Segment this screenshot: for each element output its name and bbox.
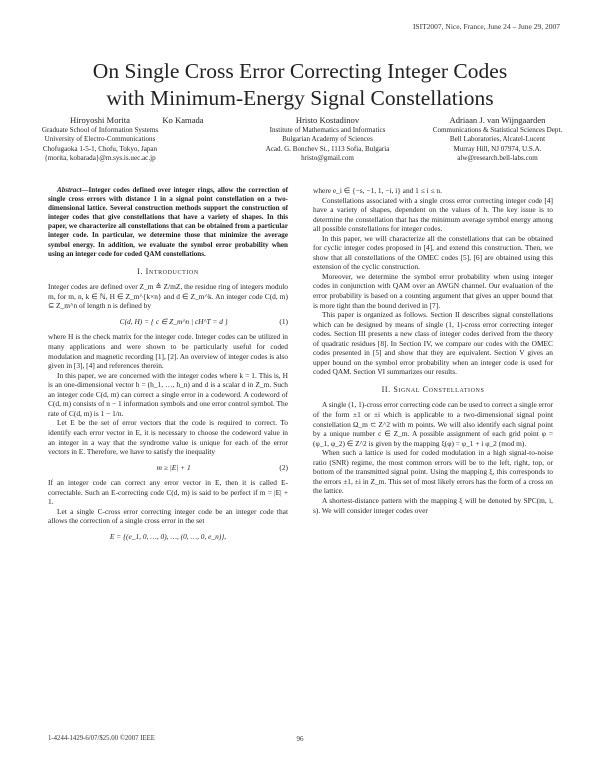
author-affiliation: University of Electro-Communications (44, 135, 156, 144)
left-column (48, 186, 288, 547)
equation-3 (48, 532, 288, 542)
equation-body: m ≥ |E| + 1 (156, 462, 191, 472)
author-kostadinov (255, 115, 400, 164)
author-name: Hristo Kostadinov (295, 115, 360, 125)
abstract (48, 186, 288, 259)
paragraph: In this paper, we will characterize all the constellations that can be obtained for cyclic integer codes proposed in [4], and extend this construction. Then, we show that all constellations of the OMEC codes [5], [6] are obtained using this extension of the cyclic construction. (313, 233, 553, 272)
equation-body: C(d, H) = { c ∈ Z_m^n | cH^T = d } (119, 316, 228, 326)
paragraph: Constellations associated with a single cross error correcting integer code [4] have a variety of shapes, dependent on the values of h. The key issue is to determine the constellation that has the minimum average symbol energy among all possible constellations for integer codes. (313, 195, 553, 234)
author-name: Adriaan J. van Wijngaarden (449, 115, 546, 125)
paragraph: This paper is organized as follows. Section II describes signal constellations which can be designed by means of single (1, 1)-cross error correcting integer codes. Section III presents a new class of integer codes derived from the theory of quadratic residues [8]. In Section IV, we compare our codes with the OMEC codes presented in [5] and show that they are equivalent. Section V gives an upper bound on the symbol error probability when an integer code is used for coded QAM. Section VI summarizes our results. (313, 310, 553, 377)
paper-title (40, 58, 560, 112)
author-block (30, 115, 570, 175)
equation-number: (2) (279, 462, 288, 472)
author-email: {morita, kobarada}@m.sys.is.uec.ac.jp (44, 154, 156, 163)
author-van-wijngaarden (425, 115, 570, 164)
author-affiliation: Communications & Statistical Sciences Dept. (432, 126, 563, 134)
paragraph: When such a lattice is used for coded modulation in a high signal-to-noise ratio (SNR) regime, the most common errors will be to the left, right, top, or bottom of the transmitted signal point. Using the mapping ξ, this corresponds to the errors ±1, ±i in Z_m. This set of most likely errors has the form of a cross on the lattice. (313, 448, 553, 496)
paragraph: A shortest-distance pattern with the mapping ξ will be denoted by SPC(m, i, s). We will consider integer codes over (313, 495, 553, 515)
paragraph: where e_i ∈ {−s, −1, 1, −i, i} and 1 ≤ i ≤ n. (313, 186, 442, 195)
paragraph: where H is the check matrix for the integer code. Integer codes can be utilized in many applications and were shown to be particularly useful for coded modulation and magnetic recording [1], [2]. An overview of integer codes is also given in [3], [4] and references therein. (48, 332, 288, 371)
paragraph: Moreover, we determine the symbol error probability when using integer codes in conjunction with QAM over an AWGN channel. Our evaluation of the error probability is based on a counting argument that gives an upper bound that is more tight than the bound derived in [7]. (313, 271, 553, 310)
author-kamada (138, 115, 228, 126)
copyright-footer: 1-4244-1429-6/07/$25.00 ©2007 IEEE (48, 735, 155, 742)
author-name: Hiroyoshi Morita (70, 115, 130, 125)
equation-number: (1) (279, 316, 288, 326)
author-affiliation: Bell Laboratories, Alcatel-Lucent (449, 135, 546, 144)
title-line-2: with Minimum-Energy Signal Constellations (106, 86, 494, 110)
section-heading-introduction: I. Introduction (137, 266, 199, 276)
author-affiliation: Graduate School of Information Systems (41, 126, 159, 134)
author-email: hristo@gmail.com (301, 154, 354, 163)
paragraph: In this paper, we are concerned with the integer codes where k = 1. This is, H is an one-dimensional vector h = (h_1, …, h_n) and d is a scalar d in Z_m. Such an integer code C(d, m) can correct a single error in a codeword. A codeword of C(d, m) consists of n − 1 information symbols and one error control symbol. The rate of C(d, m) is 1 − 1/n. (48, 370, 288, 418)
paragraph: Integer codes are defined over Z_m ≜ Z/mZ, the residue ring of integers modulo m, for m, n, k ∈ ℕ, H ∈ Z_m^{k×n} and d ∈ Z_m^k. An integer code C(d, m) ⊆ Z_m^n of length n is defined by (48, 282, 288, 311)
author-affiliation: Institute of Mathematics and Informatics (269, 126, 386, 134)
abstract-text: Integer codes defined over integer rings, allow the correction of single cross errors with distance 1 in a signal point constellation on a two-dimensional lattice. Several construction methods support the construction of integer codes that give constellations that have a variety of shapes. In this paper, we characterize all constellations that can be obtained from a particular integer code. In particular, we determine those that minimize the average symbol energy. In addition, we evaluate the symbol error probability when using an integer code for coded QAM constellations. (48, 186, 288, 258)
title-line-1: On Single Cross Error Correcting Integer Codes (92, 59, 508, 83)
paragraph: Let a single C-cross error correcting integer code be an integer code that allows the correction of a single cross error in the set (48, 506, 288, 526)
paragraph: A single (1, 1)-cross error correcting code can be used to correct a single error of the form ±1 or ±i which is applicable to a two-dimensional signal point constellation Ω_m ⊂ Z^2 with m points. We will also identify each signal point by a unique number c ∈ Z_m. A possible assignment of each grid point φ = (φ_1, φ_2) ∈ Z^2 is given by the mapping ξ(φ) = φ_1 + i φ_2 (mod m). (313, 400, 553, 448)
author-name: Ko Kamada (162, 115, 204, 125)
author-affiliation: Chofugaoka 1-5-1, Chofu, Tokyo, Japan (42, 144, 158, 153)
right-column (313, 186, 553, 515)
author-affiliation: Acad. G. Bonchev St., 1113 Sofia, Bulgaria (265, 144, 390, 153)
abstract-lead: Abstract— (57, 186, 89, 194)
conference-header: ISIT2007, Nice, France, June 24 – June 29, 2007 (412, 22, 560, 31)
author-email: alw@research.bell-labs.com (457, 154, 538, 163)
paragraph: If an integer code can correct any error vector in E, then it is called E-correctable. Such an E-correcting code C(d, m) is said to be perfect if m = |E| + 1. (48, 478, 288, 507)
section-heading-signal-constellations: II. Signal Constellations (381, 384, 485, 394)
author-affiliation: Murray Hill, NJ 07974, U.S.A. (453, 144, 542, 153)
page-number: 96 (296, 735, 304, 743)
author-affiliation: Bulgarian Academy of Sciences (282, 135, 373, 144)
paragraph: Let E be the set of error vectors that the code is required to correct. To identify each error vector in E, it is necessary to choose the codeword value in an integer in a way that the syndrome value is unique for each of the error vectors in E. Therefore, we have to satisfy the inequality (48, 418, 288, 457)
equation-2 (48, 463, 288, 473)
equation-body: E = {(e_1, 0, …, 0), …, (0, …, 0, e_n)}, (109, 531, 227, 541)
equation-1 (48, 317, 288, 327)
